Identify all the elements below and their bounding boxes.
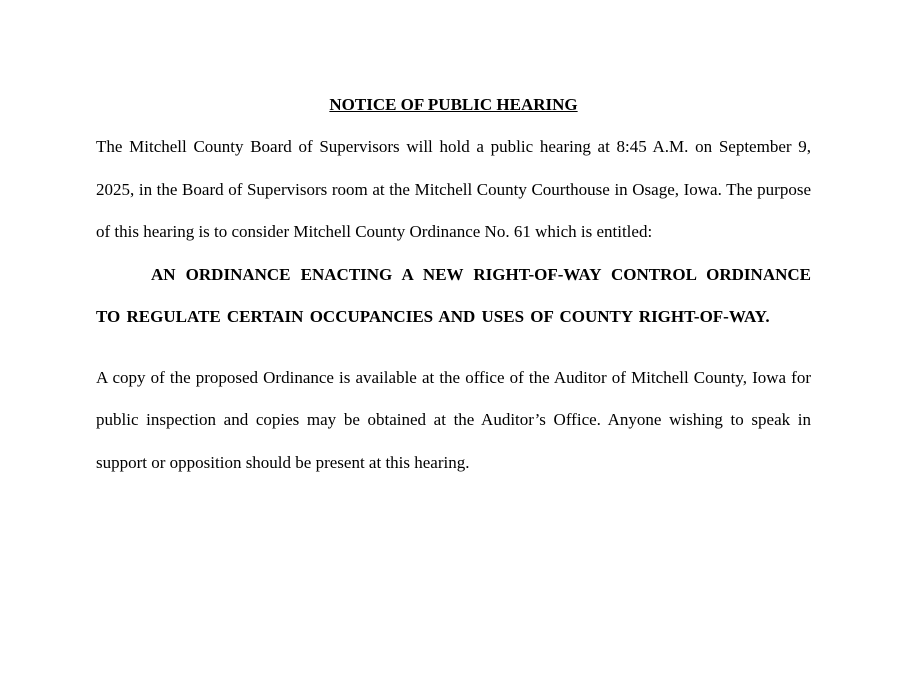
hearing-details-paragraph: The Mitchell County Board of Supervisors will hold a public hearing at 8:45 A.M. on September 9, 2025, in the Board of Supervisors room at the Mitchell County Courthouse in Osage, Iowa. The purpose of this hearing is to consider Mitchell County Ordinance No. 61 which is entitled: — [96, 137, 811, 241]
notice-title: NOTICE OF PUBLIC HEARING — [329, 95, 578, 114]
copy-availability-paragraph: A copy of the proposed Ordinance is available at the office of the Auditor of Mitchell County, Iowa for public inspection and copies may be obtained at the Auditor’s Office. Anyone wishing to speak in support or opposition should be present at this hearing. — [96, 367, 811, 472]
document-page — [96, 92, 811, 484]
ordinance-title: AN ORDINANCE ENACTING A NEW RIGHT-OF-WAY CONTROL ORDINANCE TO REGULATE CERTAIN OCCUPANCIES AND USES OF COUNTY RIGHT-OF-WAY. — [96, 264, 811, 326]
